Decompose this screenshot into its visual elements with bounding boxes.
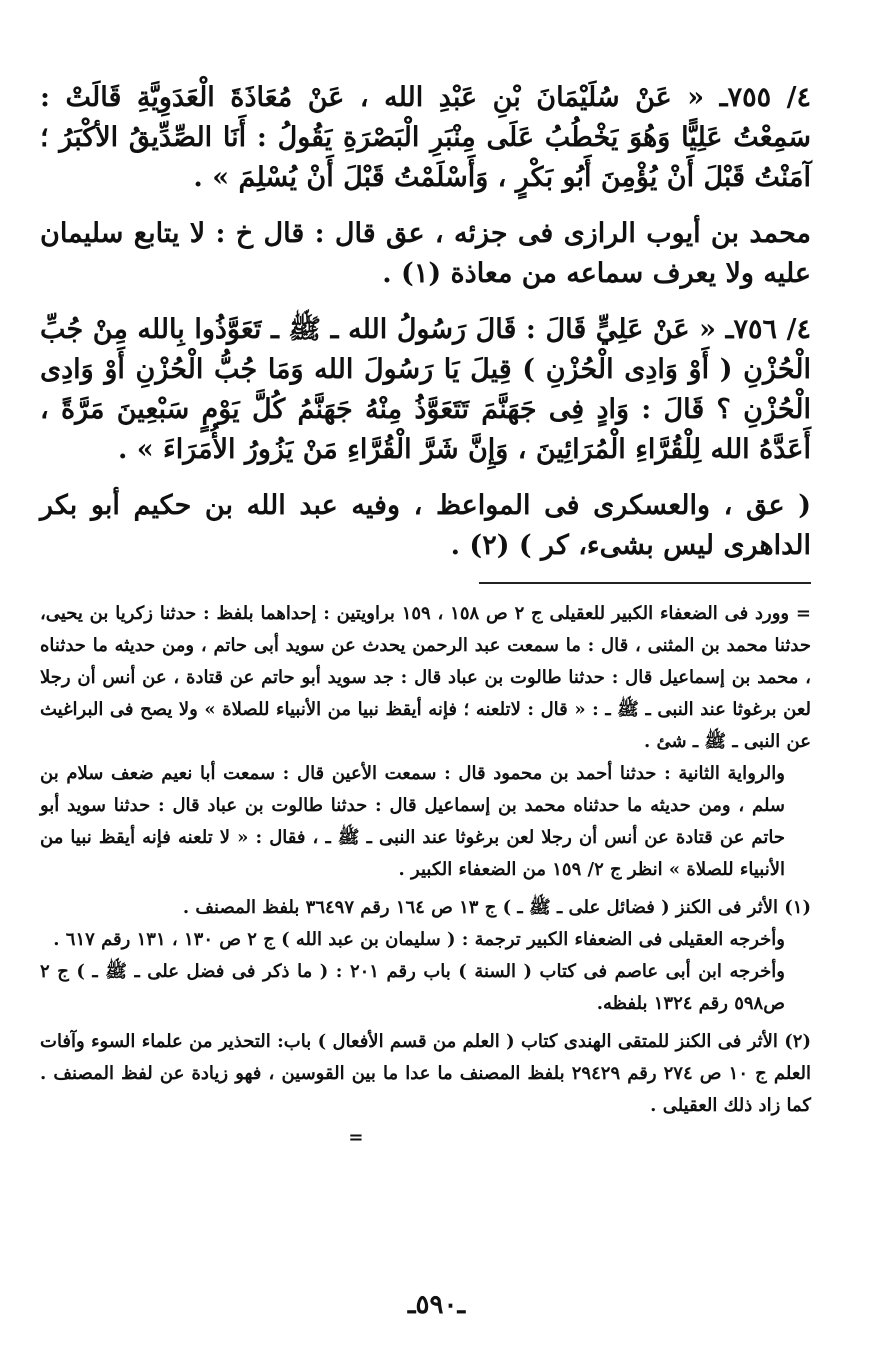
page-number: ـ٥٩٠ـ	[407, 1290, 466, 1320]
footnote-continuation-2: والرواية الثانية : حدثنا أحمد بن محمود قال : سمعت الأعين قال : سمعت أبا نعيم ضعف سلام بن سلم ، ومن حديثه ما حدثناه محمد بن إسماعيل قال : حدثنا طالوت بن عباد قال : حدثنا سويد أبو حاتم عن قتادة عن أنس أن رجلا لعن برغوثا عند النبى ـ ﷺ ـ ، فقال : « لا تلعنه فإنه أيقظ نبيا من الأنبياء للصلاة » انظر ج ٢/ ١٥٩ من الضعفاء الكبير .	[40, 763, 785, 880]
footnote-separator	[479, 582, 811, 584]
hadith-756: ٤/ ٧٥٦ـ « عَنْ عَلِيٍّ قَالَ : قَالَ رَسُولُ الله ـ ﷺ ـ تَعَوَّذُوا بِالله مِنْ جُبِّ الْحُزْنِ ( أَوْ وَادِى الْحُزْنِ ) قِيلَ يَا رَسُولَ الله وَمَا جُبُّ الْحُزْنِ أَوْ وَادِى الْحُزْنِ ؟ قَالَ : وَادٍ فِى جَهَنَّمَ تَتَعَوَّذُ مِنْهُ جَهَنَّمُ كُلَّ يَوْمٍ سَبْعِينَ مَرَّةً ، أَعَدَّهُ الله لِلْقُرَّاءِ الْمُرَائِينَ ، وَإِنَّ شَرَّ الْقُرَّاءِ مَنْ يَزُورُ الأُمَرَاءَ » .	[40, 314, 811, 465]
hadith-756-source: ( عق ، والعسكرى فى المواعظ ، وفيه عبد الله بن حكيم أبو بكر الداهرى ليس بشىء، كر ) (٢) .	[40, 490, 811, 561]
footnote-2: (٢) الأثر فى الكنز للمتقى الهندى كتاب ( العلم من قسم الأفعال ) باب: التحذير من علماء السوء وآفات العلم ج ١٠ ص ٢٧٤ رقم ٢٩٤٢٩ بلفظ المصنف ما عدا ما بين القوسين ، فهو زيادة عن لفظ المصنف . كما زاد ذلك العقيلى .	[40, 1031, 811, 1116]
hadith-755: ٤/ ٧٥٥ـ « عَنْ سُلَيْمَانَ بْنِ عَبْدِ الله ، عَنْ مُعَاذَةَ الْعَدَوِيَّةِ قَالَتْ : سَمِعْتُ عَلِيًّا وَهُوَ يَخْطُبُ عَلَى مِنْبَرِ الْبَصْرَةِ يَقُولُ : أَنَا الصِّدِّيقُ الأكْبَرُ ؛ آمَنْتُ قَبْلَ أَنْ يُؤْمِنَ أَبُو بَكْرٍ ، وَأَسْلَمْتُ قَبْلَ أَنْ يُسْلِمَ » .	[40, 82, 811, 193]
footnotes	[40, 598, 811, 1154]
main-text	[40, 78, 811, 566]
hadith-755-source: محمد بن أيوب الرازى فى جزئه ، عق قال : قال خ : لا يتابع سليمان عليه ولا يعرف سماعه من معاذة (١) .	[40, 218, 811, 289]
footnote-1: (١) الأثر فى الكنز ( فضائل على ـ ﷺ ـ ) ج ١٣ ص ١٦٤ رقم ٣٦٤٩٧ بلفظ المصنف .	[182, 897, 811, 918]
footnote-1-extra-1: وأخرجه العقيلى فى الضعفاء الكبير ترجمة : ( سليمان بن عبد الله ) ج ٢ ص ١٣٠ ، ١٣١ رقم ٦١٧ .	[53, 929, 785, 950]
footnote-continues-mark: =	[348, 1127, 364, 1148]
footnote-1-extra-2: وأخرجه ابن أبى عاصم فى كتاب ( السنة ) باب رقم ٢٠١ : ( ما ذكر فى فضل على ـ ﷺ ـ ) ج ٢ ص٥٩٨ رقم ١٣٢٤ بلفظه.	[40, 961, 785, 1014]
footnote-continuation-1: = وورد فى الضعفاء الكبير للعقيلى ج ٢ ص ١٥٨ ، ١٥٩ براويتين : إحداهما بلفظ : حدثنا زكريا بن يحيى، حدثنا محمد بن المثنى ، قال : ما سمعت عبد الرحمن يحدث عن سويد أبى حاتم ، ومن حديثه ما حدثناه ، محمد بن إسماعيل قال : حدثنا طالوت بن عباد قال : جد سويد أبو حاتم عن قتادة ، عن أنس أن رجلا لعن برغوثا عند النبى ـ ﷺ ـ : « قال : لاتلعنه ؛ فإنه أيقظ نبيا من الأنبياء للصلاة » ولا يصح فى البراغيث عن النبى ـ ﷺ ـ شئ .	[40, 603, 811, 752]
